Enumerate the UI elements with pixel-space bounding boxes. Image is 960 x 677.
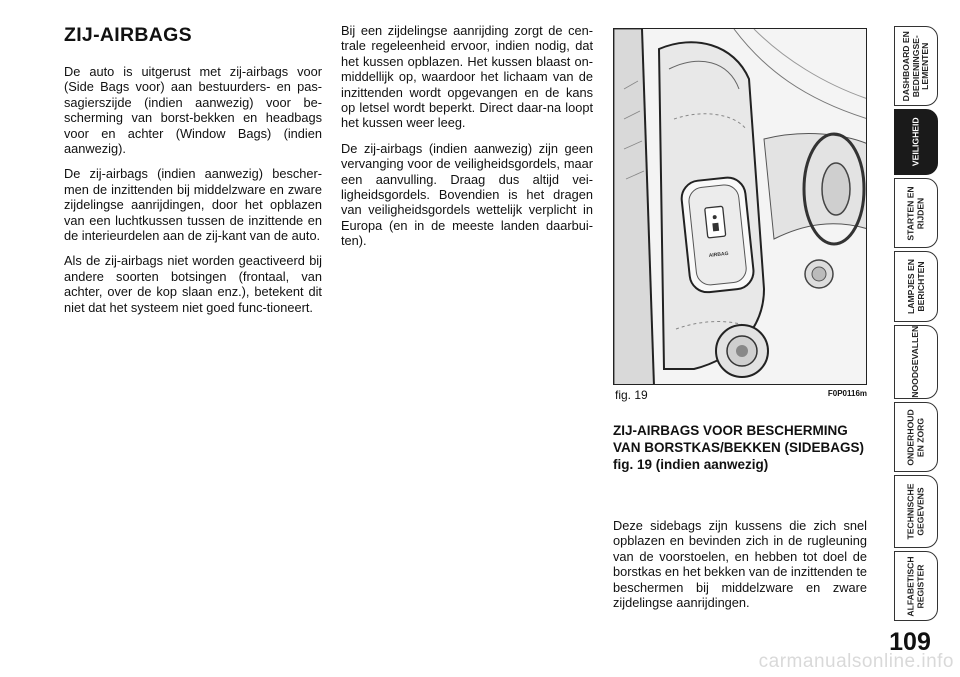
- paragraph: De zij-airbags (indien aanwezig) zijn geen vervanging voor de veiligheidsgordels, maar een aanvulling. Draag dus altijd vei-ligheidsgordels. Bovendien is het dragen van veiligheidsgordels wettelijk verplicht in Europa (en in de meeste landen daarbui-ten).: [341, 140, 593, 249]
- figure-label: fig. 19: [615, 388, 648, 402]
- tab-label: STARTEN EN RIJDEN: [905, 185, 925, 241]
- tab-label: VEILIGHEID: [910, 117, 921, 167]
- paragraph: De zij-airbags (indien aanwezig) bescher-men de inzittenden bij middelzware en zware zijdelingse aanrijdingen, door het opblazen van een luchtkussen tussen de inzittende en de interieurdelen aan de zij-kant van de auto.: [64, 166, 322, 244]
- tab-label: LAMPJES EN BERICHTEN: [905, 259, 926, 314]
- column-right: [613, 518, 867, 620]
- tab-veiligheid[interactable]: [894, 109, 938, 175]
- subsection-title: ZIJ-AIRBAGS VOOR BESCHERMING VAN BORSTKAS/BEKKEN (SIDEBAGS) fig. 19 (indien aanwezig): [613, 423, 865, 473]
- section-title: ZIJ-AIRBAGS: [64, 24, 192, 46]
- tab-onderhoud[interactable]: [894, 402, 938, 472]
- tab-label: ONDERHOUD EN ZORG: [905, 408, 925, 466]
- tab-technische[interactable]: [894, 475, 938, 548]
- paragraph: Deze sidebags zijn kussens die zich snel opblazen en bevinden zich in de rugleuning van de voorstoelen, en hebben tot doel de borstkas en het bekken van de inzittenden te beschermen bij middelzware en zware zijdelingse aanrijdingen.: [613, 518, 867, 611]
- figure-code: F0P0116m: [827, 389, 867, 398]
- column-middle: [341, 23, 593, 259]
- tab-lampjes[interactable]: [894, 251, 938, 322]
- figure-side-airbag-illustration: [613, 28, 867, 385]
- paragraph: De auto is uitgerust met zij-airbags voor (Side Bags voor) aan bestuurders- en pas-sagierszijde (indien aanwezig) voor be-scherming van borst-bekken en headbags voor en achter (Window Bags) (indien aanwezig).: [64, 64, 322, 157]
- paragraph: Als de zij-airbags niet worden geactiveerd bij andere soorten botsingen (frontaal, van achter, over de kop slaan enz.), betekent dit niet dat het systeem niet goed func-tioneert.: [64, 253, 322, 315]
- watermark: carmanualsonline.info: [758, 651, 954, 672]
- tab-label: NOODGEVALLEN: [910, 326, 921, 398]
- column-left: [64, 64, 322, 325]
- tab-dashboard[interactable]: [894, 26, 938, 106]
- tab-starten[interactable]: [894, 178, 938, 248]
- figure-caption: [613, 388, 867, 404]
- seat-airbag-drawing: [614, 29, 867, 385]
- chapter-tabs: [894, 26, 938, 624]
- page-number: 109: [889, 628, 931, 656]
- tab-label: TECHNISCHE GEGEVENS: [905, 483, 925, 540]
- tab-label: DASHBOARD EN BEDIENINGSE- LEMENTEN: [900, 30, 930, 102]
- tab-noodgevallen[interactable]: [894, 325, 938, 399]
- paragraph: Bij een zijdelingse aanrijding zorgt de cen-trale regeleenheid ervoor, indien nodig, dat het kussen opblazen. Het kussen blaast on-middellijk op, waardoor het lichaam van de inzittenden wordt opgevangen en de kans op letsel wordt beperkt. Direct daar-na loopt het kussen weer leeg.: [341, 23, 593, 131]
- tab-alfabetisch[interactable]: [894, 551, 938, 621]
- airbag-badge-text: AIRBAG: [708, 250, 729, 259]
- tab-label: ALFABETISCH REGISTER: [905, 555, 925, 617]
